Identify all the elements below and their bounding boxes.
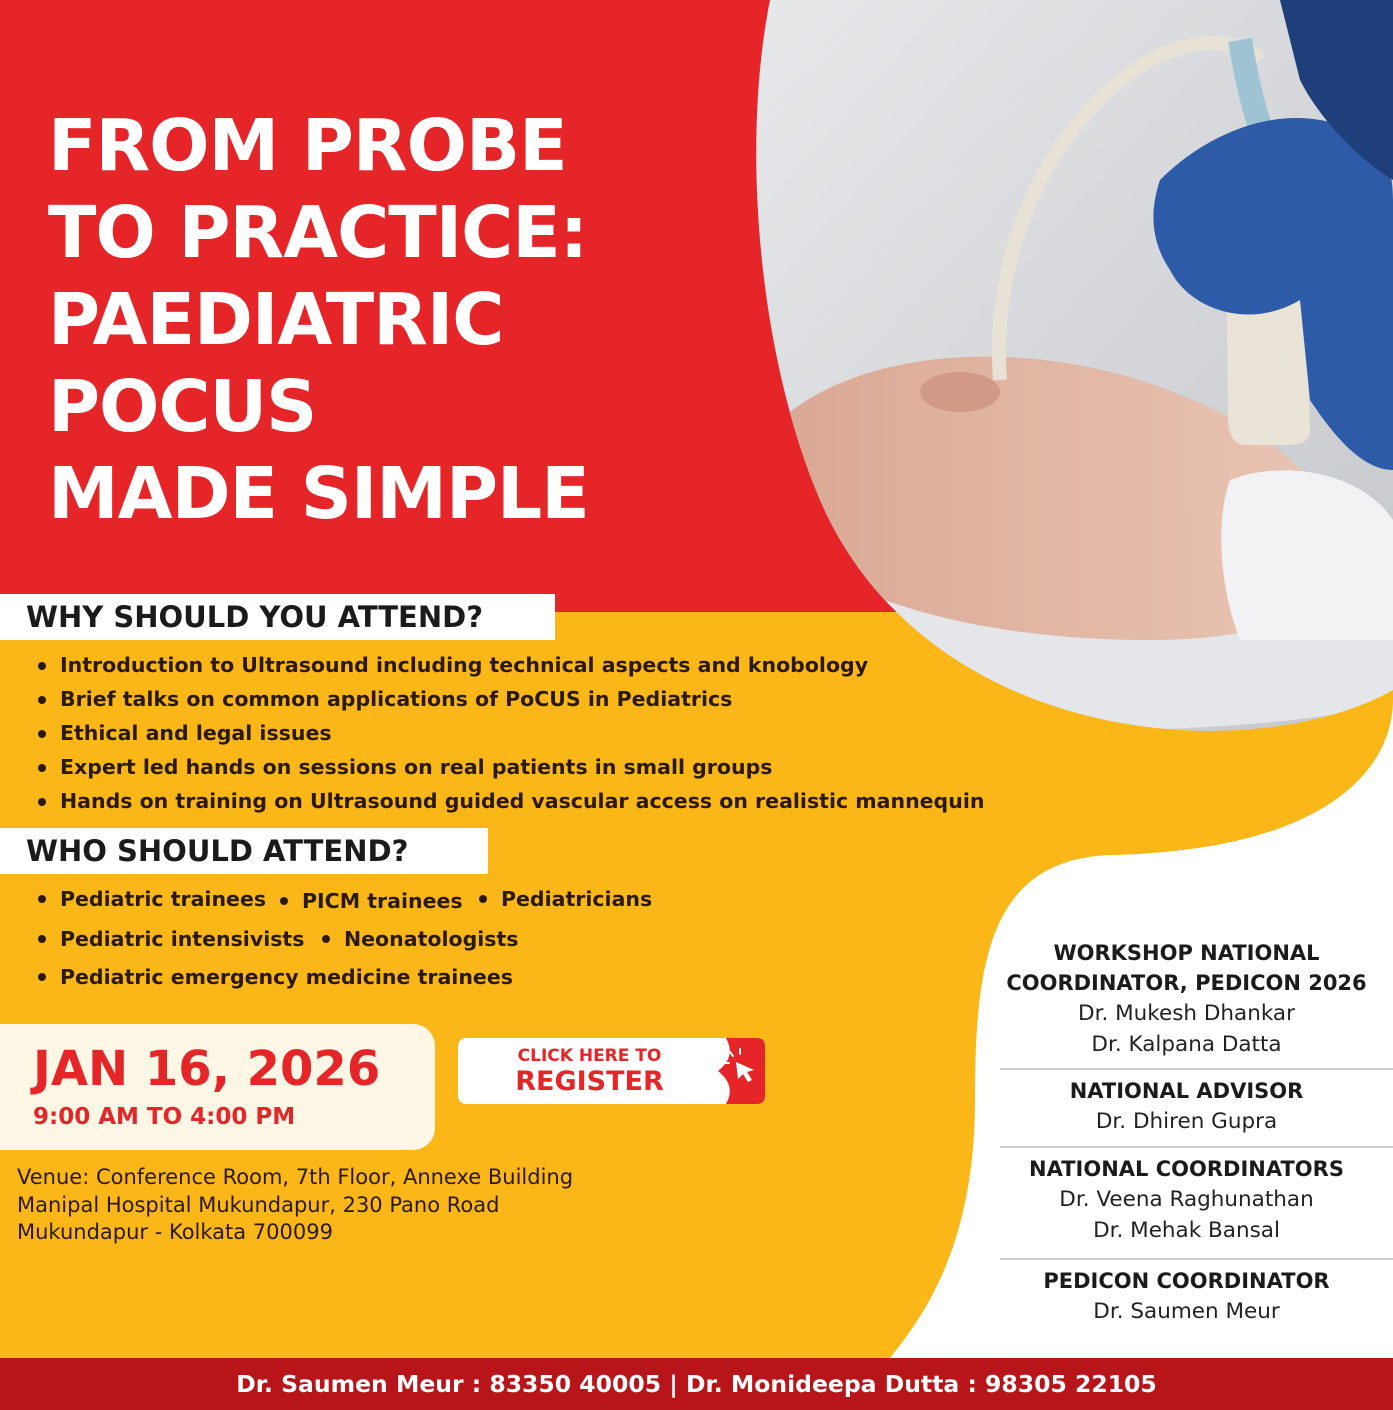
list-item: Pediatric trainees bbox=[38, 886, 266, 912]
venue-line: Venue: Conference Room, 7th Floor, Annexe Building bbox=[17, 1165, 574, 1189]
organizer-heading: WORKSHOP NATIONAL bbox=[1053, 941, 1320, 965]
organizer-heading: COORDINATOR, PEDICON 2026 bbox=[1006, 971, 1367, 995]
list-item: Pediatric intensivists bbox=[38, 926, 304, 952]
organizer-name: Dr. Kalpana Datta bbox=[1091, 1032, 1282, 1057]
organizer-name: Dr. Mehak Bansal bbox=[1093, 1218, 1280, 1243]
organizer-name: Dr. Mukesh Dhankar bbox=[1078, 1001, 1295, 1026]
venue-line: Mukundapur - Kolkata 700099 bbox=[17, 1220, 333, 1244]
list-item: Pediatricians bbox=[479, 886, 652, 912]
cursor-click-icon[interactable] bbox=[718, 1038, 765, 1104]
divider bbox=[1000, 1146, 1393, 1148]
list-item: PICM trainees bbox=[280, 888, 463, 914]
list-item: Introduction to Ultrasound including technical aspects and knobology bbox=[38, 650, 984, 684]
footer-contacts: Dr. Saumen Meur : 83350 40005 | Dr. Monideepa Dutta : 98305 22105 bbox=[0, 1358, 1393, 1410]
venue-line: Manipal Hospital Mukundapur, 230 Pano Road bbox=[17, 1192, 500, 1217]
event-time: 9:00 AM TO 4:00 PM bbox=[33, 1104, 296, 1130]
event-date: JAN 16, 2026 bbox=[33, 1041, 381, 1097]
list-item: Ethical and legal issues bbox=[38, 718, 984, 752]
title-line: POCUS bbox=[48, 365, 317, 448]
list-item: Neonatologists bbox=[322, 926, 518, 952]
list-item: Expert led hands on sessions on real patients in small groups bbox=[38, 752, 984, 786]
why-attend-list bbox=[38, 650, 984, 820]
organizer-block-coordinators bbox=[980, 1154, 1393, 1246]
venue-address bbox=[17, 1164, 573, 1247]
list-item: Pediatric emergency medicine trainees bbox=[38, 964, 513, 990]
organizer-block-advisor bbox=[980, 1076, 1393, 1137]
organizer-name: Dr. Dhiren Gupra bbox=[1095, 1109, 1278, 1134]
list-item: Brief talks on common applications of PoCUS in Pediatrics bbox=[38, 684, 984, 718]
event-title bbox=[48, 102, 589, 537]
list-item: Hands on training on Ultrasound guided vascular access on realistic mannequin bbox=[38, 786, 984, 820]
title-line: PAEDIATRIC bbox=[48, 278, 504, 361]
organizer-heading: PEDICON COORDINATOR bbox=[1043, 1269, 1330, 1293]
divider bbox=[1000, 1068, 1393, 1070]
register-button-line2: REGISTER bbox=[515, 1066, 664, 1097]
organizer-heading: NATIONAL ADVISOR bbox=[1069, 1079, 1304, 1103]
who-attend-heading: WHO SHOULD ATTEND? bbox=[0, 828, 488, 874]
title-line: FROM PROBE bbox=[48, 104, 567, 187]
organizer-block-workshop bbox=[980, 938, 1393, 1060]
divider bbox=[1000, 1258, 1393, 1260]
organizer-heading: NATIONAL COORDINATORS bbox=[1029, 1157, 1344, 1181]
why-attend-heading: WHY SHOULD YOU ATTEND? bbox=[0, 594, 555, 640]
title-line: TO PRACTICE: bbox=[48, 191, 588, 274]
register-button-line1: CLICK HERE TO bbox=[517, 1046, 662, 1066]
organizer-name: Dr. Veena Raghunathan bbox=[1059, 1187, 1314, 1212]
organizer-name: Dr. Saumen Meur bbox=[1093, 1299, 1280, 1324]
title-line: MADE SIMPLE bbox=[48, 452, 589, 535]
organizer-block-pedicon bbox=[980, 1266, 1393, 1327]
